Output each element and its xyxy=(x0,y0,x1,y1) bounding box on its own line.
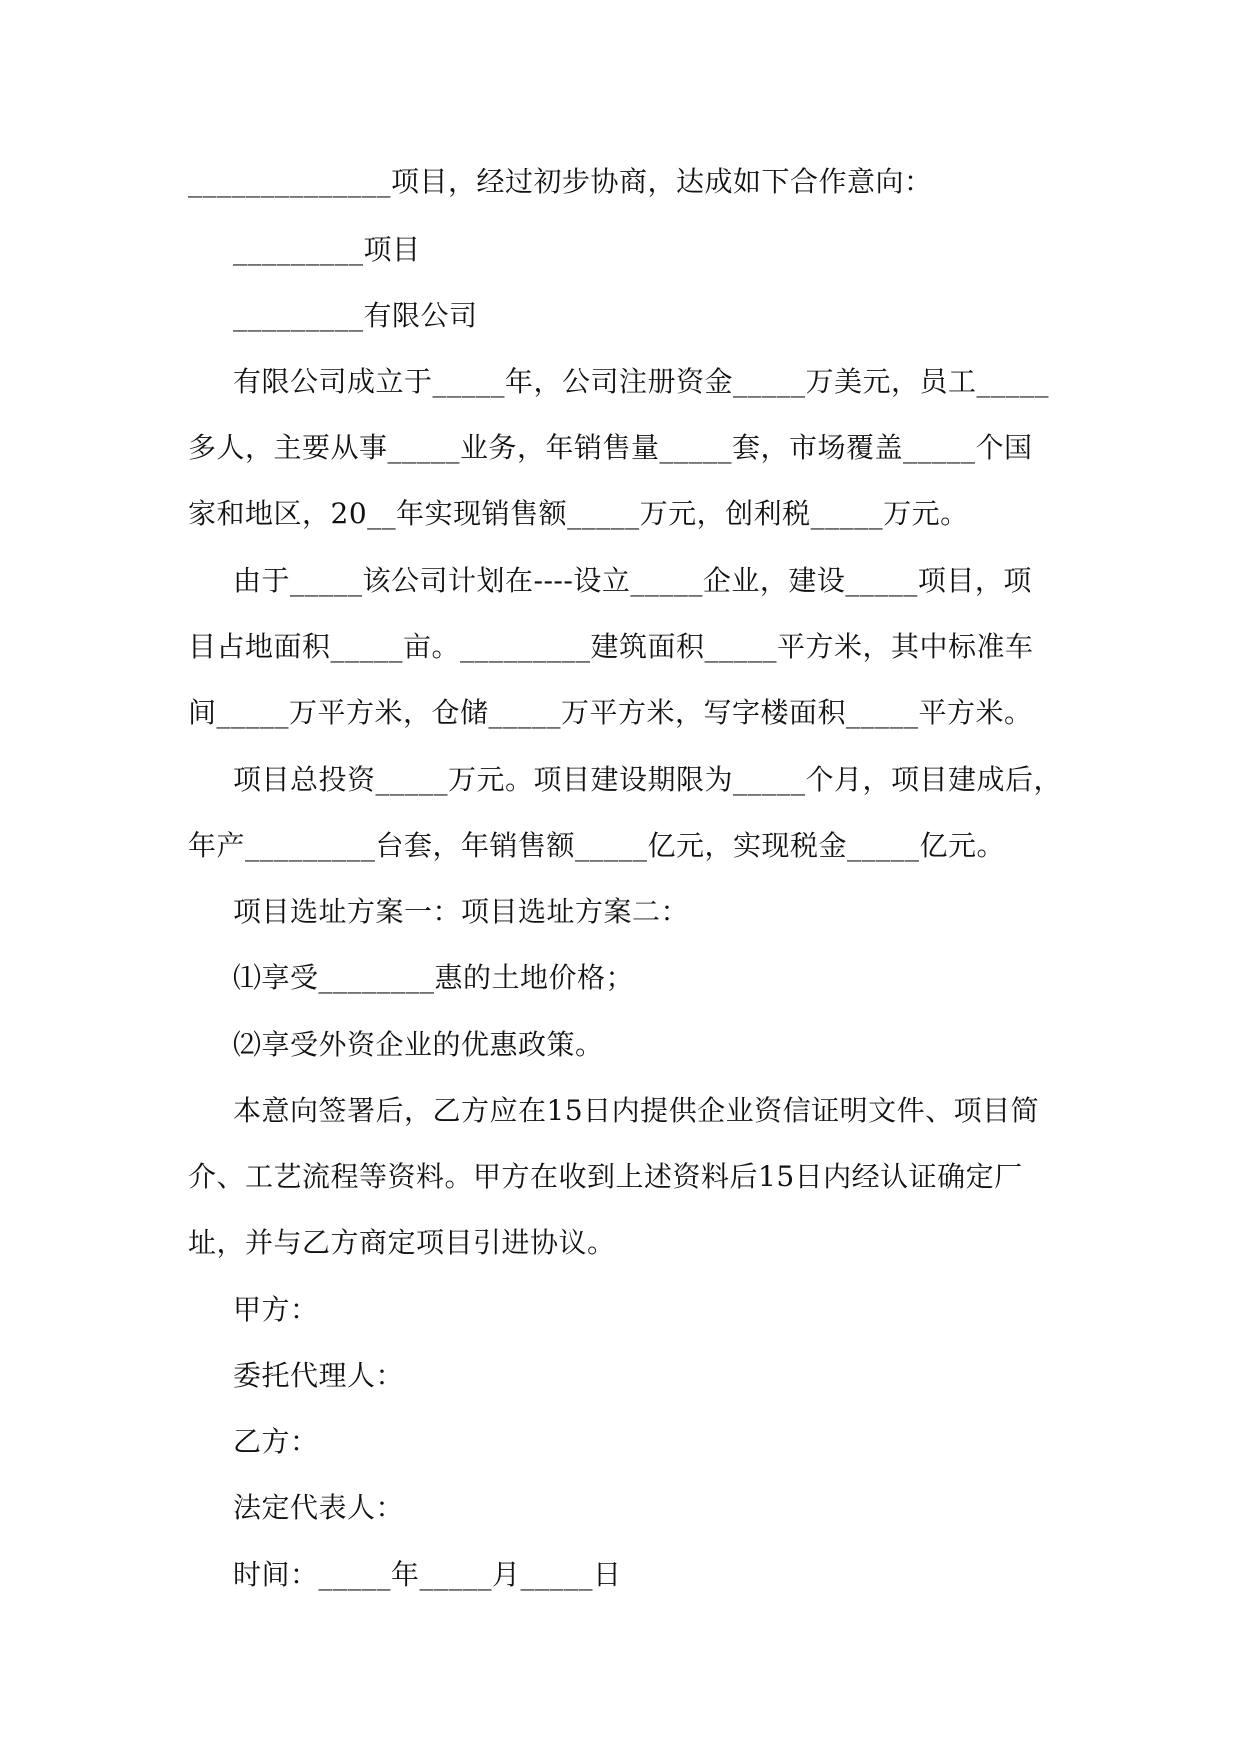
project-name-line: _________项目 xyxy=(233,233,421,266)
company-name-line: _________有限公司 xyxy=(233,299,478,332)
terms-line-3: 址，并与乙方商定项目引进协议。 xyxy=(188,1226,616,1259)
investment-line-2: 年产_________台套，年销售额_____亿元，实现税金_____亿元。 xyxy=(188,829,1006,862)
party-b-label: 乙方： xyxy=(233,1425,319,1458)
company-info-line-1: 有限公司成立于_____年，公司注册资金_____万美元，员工_____ xyxy=(233,365,1050,398)
intro-line: ______________项目，经过初步协商，达成如下合作意向： xyxy=(188,165,933,198)
investment-line-1: 项目总投资_____万元。项目建设期限为_____个月，项目建成后， xyxy=(233,763,1063,796)
plan-line-3: 间_____万平方米，仓储_____万平方米，写字楼面积_____平方米。 xyxy=(188,696,1033,729)
date-line: 时间：_____年_____月_____日 xyxy=(233,1558,622,1591)
legal-representative-label: 法定代表人： xyxy=(233,1491,405,1524)
company-info-line-3: 家和地区，20__年实现销售额_____万元，创利税_____万元。 xyxy=(188,497,969,530)
plan-line-1: 由于_____该公司计划在----设立_____企业，建设_____项目，项 xyxy=(233,564,1032,597)
company-info-line-2: 多人，主要从事_____业务，年销售量_____套，市场覆盖_____个国 xyxy=(188,431,1033,464)
benefit-item-2: ⑵享受外资企业的优惠政策。 xyxy=(233,1028,604,1061)
terms-line-1: 本意向签署后，乙方应在15日内提供企业资信证明文件、项目简 xyxy=(233,1094,1040,1127)
terms-line-2: 介、工艺流程等资料。甲方在收到上述资料后15日内经认证确定厂 xyxy=(188,1160,1023,1193)
benefit-item-1: ⑴享受________惠的土地价格； xyxy=(233,961,635,994)
site-options-line: 项目选址方案一：项目选址方案二： xyxy=(233,895,690,928)
party-a-label: 甲方： xyxy=(233,1293,319,1326)
agent-label: 委托代理人： xyxy=(233,1359,405,1392)
plan-line-2: 目占地面积_____亩。_________建筑面积_____平方米，其中标准车 xyxy=(188,630,1034,663)
